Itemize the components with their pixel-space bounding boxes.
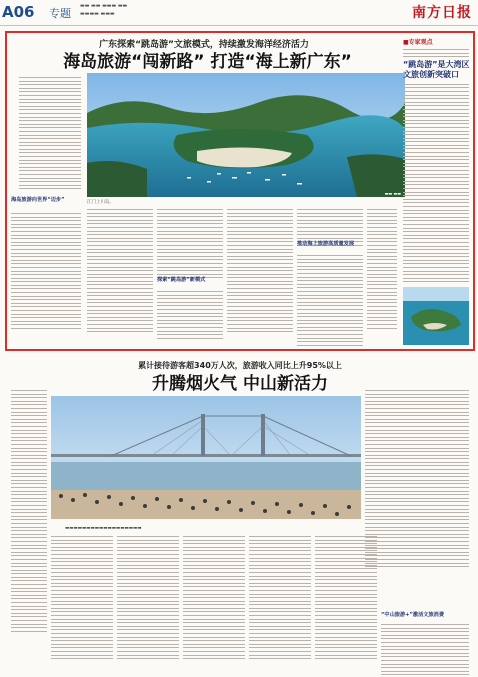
body-column-c	[183, 536, 245, 662]
body-column-b	[117, 536, 179, 662]
photo-credit: ▬▬ ▬▬	[384, 191, 401, 196]
second-story	[5, 354, 475, 674]
body-column-3b	[157, 291, 223, 341]
masthead-logo: 南方日报	[412, 5, 472, 21]
island-photo	[87, 73, 405, 197]
second-kicker: 累计接待游客超340万人次，旅游收入同比上升95%以上	[138, 361, 342, 370]
left-column	[11, 390, 47, 634]
section-label: 专题	[49, 7, 71, 20]
sidebar-body	[403, 84, 469, 283]
body-column-1	[11, 213, 81, 332]
second-headline: 升腾烟火气 中山新活力	[152, 374, 328, 394]
subhead-3: 探索“跳岛游”新模式	[157, 277, 206, 283]
body-column-4	[227, 209, 293, 335]
subhead-1: 海岛旅游向世界“迈步”	[11, 197, 65, 203]
body-column-3	[157, 209, 223, 281]
body-column-a	[51, 536, 113, 662]
editor-line: ▬▬ ▬▬ ▬▬▬ ▬▬	[80, 3, 128, 9]
photo-caption-2: ▬▬▬▬▬▬▬▬▬▬▬▬▬▬▬▬▬▬	[65, 526, 142, 531]
body-column-6	[367, 209, 397, 331]
body-column-2	[87, 209, 153, 335]
aerial-island-photo	[403, 287, 469, 345]
body-column-d	[249, 536, 311, 662]
subhead-2-1: “中山旅游+”激活文旅消费	[381, 612, 445, 618]
sidebar-title: “跳岛游”是大湾区文旅创新突破口	[403, 59, 470, 79]
lead-headline: 海岛旅游“闯新路” 打造“海上新广东”	[63, 52, 352, 72]
photo-caption: 江门上川岛。	[87, 200, 114, 205]
subhead-2: 推动海上旅游高质量发展	[297, 241, 355, 247]
intro-column	[19, 77, 81, 192]
sidebar-intro	[403, 49, 469, 57]
date-line: ▬▬▬▬ ▬▬▬	[80, 11, 115, 17]
sidebar-tag: ■专家观点	[403, 39, 433, 46]
page-header	[0, 0, 478, 26]
right-column-b	[381, 624, 469, 677]
expert-sidebar	[403, 37, 471, 285]
page-number: A06	[2, 3, 35, 21]
lead-kicker: 广东探索“跳岛游”文旅模式，持续激发海洋经济活力	[99, 40, 309, 50]
right-column	[365, 390, 469, 570]
bridge-crowd-photo	[51, 396, 361, 519]
body-column-5b	[297, 255, 363, 348]
